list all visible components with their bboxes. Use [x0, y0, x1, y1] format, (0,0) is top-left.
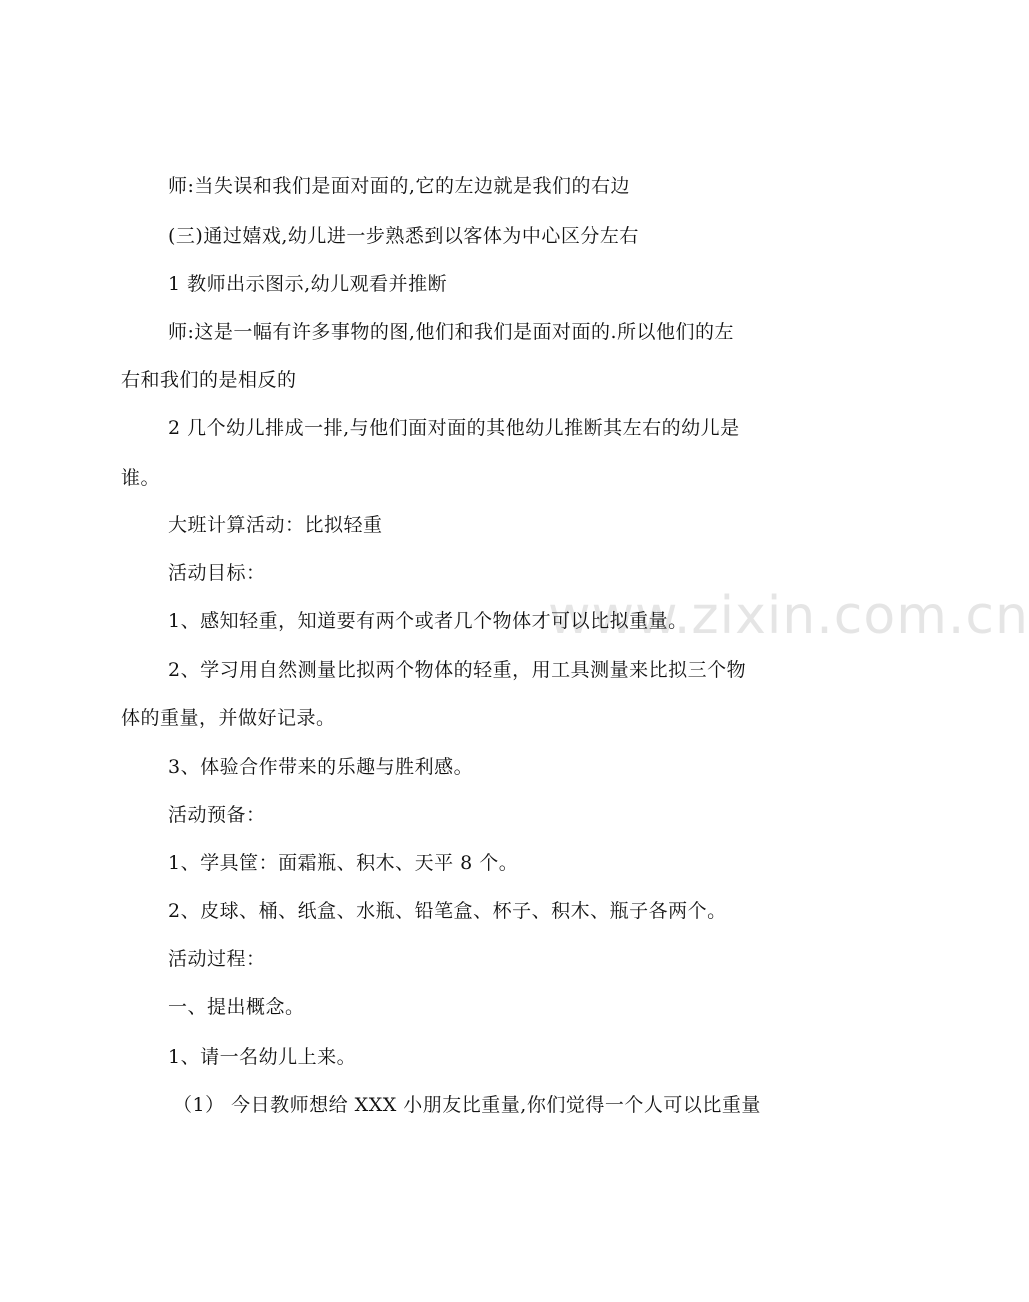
paragraph-line: 谁。	[121, 467, 161, 489]
section-heading: 活动目标：	[168, 562, 266, 584]
list-item: 2、皮球、桶、纸盒、水瓶、铅笔盒、杯子、积木、瓶子各两个。	[168, 900, 727, 922]
list-item: 3、体验合作带来的乐趣与胜利感。	[168, 756, 474, 778]
paragraph-line: 右和我们的是相反的	[121, 369, 297, 391]
section-heading: 活动过程：	[168, 948, 266, 970]
list-item: 1、感知轻重，知道要有两个或者几个物体才可以比拟重量。	[168, 610, 688, 632]
list-item: 2、学习用自然测量比拟两个物体的轻重，用工具测量来比拟三个物	[168, 659, 747, 681]
watermark: www.zixin.com.cn	[548, 586, 1029, 646]
paragraph-line: 师:当失误和我们是面对面的,它的左边就是我们的右边	[168, 175, 630, 197]
subsection-heading: 一、提出概念。	[168, 996, 305, 1018]
list-item-continuation: 体的重量，并做好记录。	[121, 707, 336, 729]
section-heading: 活动预备：	[168, 804, 266, 826]
list-item: （1） 今日教师想给 XXX 小朋友比重量,你们觉得一个人可以比重量	[173, 1094, 761, 1116]
list-item: 1、学具筐：面霜瓶、积木、天平 8 个。	[168, 852, 519, 874]
list-item: 1、请一名幼儿上来。	[168, 1046, 357, 1068]
paragraph-line: 师:这是一幅有许多事物的图,他们和我们是面对面的.所以他们的左	[168, 321, 734, 343]
section-heading: 大班计算活动：比拟轻重	[168, 514, 383, 536]
paragraph-line: 2 几个幼儿排成一排,与他们面对面的其他幼儿推断其左右的幼儿是	[168, 417, 740, 439]
paragraph-line: (三)通过嬉戏,幼儿进一步熟悉到以客体为中心区分左右	[168, 225, 639, 247]
paragraph-line: 1 教师出示图示,幼儿观看并推断	[168, 273, 448, 295]
